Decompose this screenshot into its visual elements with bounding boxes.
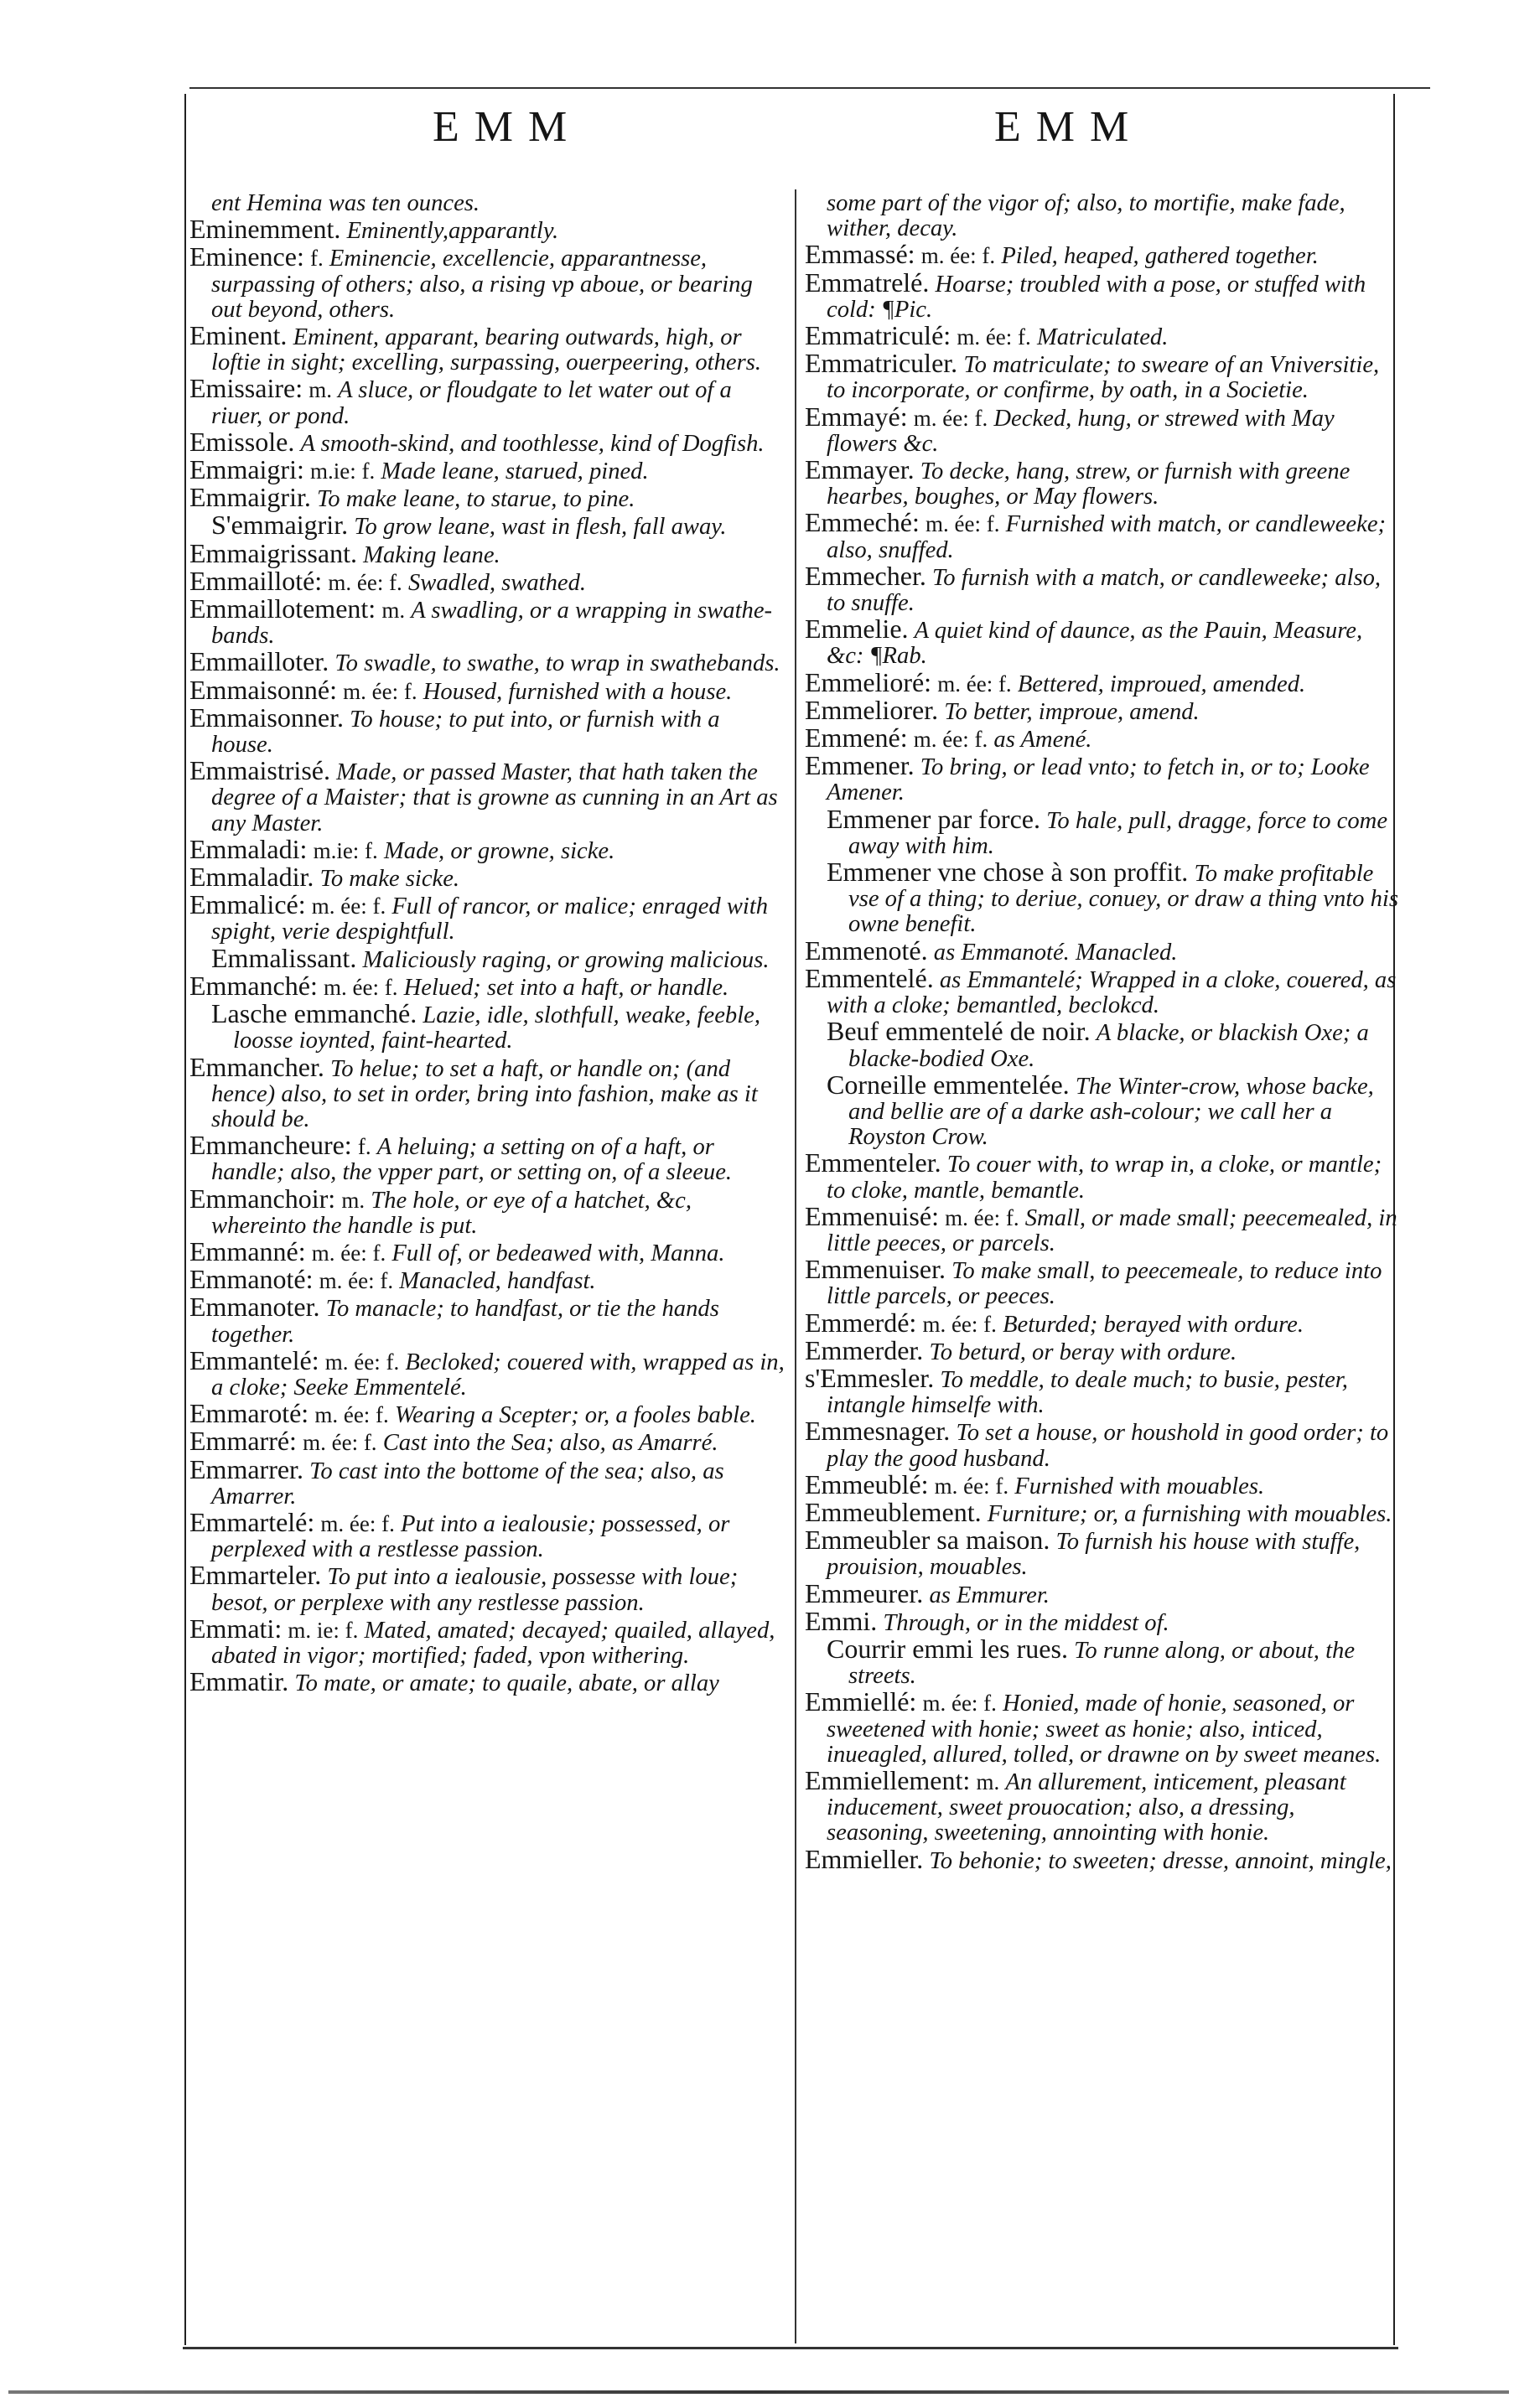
entry-definition: Put into a iealousie; possessed, or perplexed with a restlesse passion. [211, 1510, 730, 1563]
entry-headword: Eminemment. [189, 214, 341, 245]
entry-definition: Bettered, improued, amended. [1017, 671, 1306, 697]
entry-definition: To put into a iealousie, possesse with loue; besot, or perplexe with any restlesse passion. [211, 1564, 739, 1616]
entry-definition: Decked, hung, or strewed with May flowers &c. [827, 405, 1335, 457]
dictionary-entry [805, 1577, 1400, 1608]
entry-headword: Beuf emmentelé de noir. [827, 1016, 1091, 1047]
dictionary-entry [805, 666, 1400, 697]
entry-headword: Emmancher. [189, 1051, 324, 1082]
entry-headword: Emmaladi: [189, 833, 308, 864]
entry-headword: Emmaillotement: [189, 593, 376, 624]
entry-grammar: m. ée: f. [320, 1510, 395, 1536]
entry-definition: To furnish with a match, or candleweeke; also, to snuffe. [827, 564, 1382, 617]
entry-headword: Emmener vne chose à son proffit. [827, 857, 1189, 888]
entry-definition: A smooth-skind, and toothlesse, kind of Dogfish. [300, 430, 765, 457]
entry-definition: The hole, or eye of a hatchet, &c, whereinto the handle is put. [211, 1187, 692, 1239]
dictionary-entry [189, 320, 785, 376]
dictionary-entry [805, 1018, 1400, 1071]
entry-headword: Emmeubler sa maison. [805, 1525, 1050, 1556]
entry-definition: To cast into the bottome of the sea; also, as Amarrer. [211, 1458, 724, 1510]
entry-grammar: m. ée: f. [311, 1240, 386, 1266]
entry-definition: Becloked; couered with, wrapped as in, a cloke; Seeke Emmentelé. [211, 1349, 785, 1401]
entry-headword: Emmartelé: [189, 1506, 315, 1537]
entry-grammar: m. ée: f. [343, 678, 417, 704]
footer-rule [8, 2390, 1509, 2394]
entry-headword: Emmassé: [805, 239, 915, 270]
entry-grammar: m. ée: f. [913, 727, 988, 753]
entry-definition: Full of, or bedeawed with, Manna. [391, 1240, 725, 1266]
entry-definition: Cast into the Sea; also, as Amarré. [382, 1430, 718, 1457]
dictionary-entry [805, 191, 1400, 241]
entry-definition: Furnished with mouables. [1014, 1473, 1265, 1499]
entry-headword: Lasche emmanché. [211, 998, 417, 1029]
entry-grammar: m. ée: f. [925, 511, 1000, 537]
entry-headword: Emmeurer. [805, 1577, 924, 1608]
entry-headword: Emmeublement. [805, 1496, 982, 1527]
entry-definition: An allurement, inticement, pleasant inducement, sweet prouocation; also, a dressing, seasoning, sweetening, annointing with honie. [827, 1768, 1346, 1846]
entry-definition: Hoarse; troubled with a pose, or stuffed with cold: ¶Pic. [827, 271, 1366, 323]
entry-headword: Emmaigri: [189, 454, 304, 485]
entry-headword: Emmerdé: [805, 1307, 917, 1338]
dictionary-entry [805, 560, 1400, 617]
entry-grammar: m. ée: f. [922, 1691, 997, 1717]
entry-headword: Emmeliorer. [805, 694, 939, 725]
entry-definition: Made, or growne, sicke. [383, 837, 615, 864]
dictionary-entry [805, 1256, 1400, 1309]
dictionary-entry [189, 674, 785, 705]
entry-grammar: m. ée: f. [303, 1430, 377, 1456]
entry-headword: Emmatrelé. [805, 267, 930, 298]
dictionary-entry [189, 512, 785, 540]
dictionary-entry [189, 426, 785, 457]
entry-definition: Small, or made small; peecemealed, in little peeces, or parcels. [827, 1204, 1397, 1256]
entry-definition: To furnish his house with stuffe, prouision, mouables. [827, 1529, 1361, 1581]
entry-definition: To behonie; to sweeten; dresse, annoint, mingle, [929, 1847, 1392, 1874]
entry-definition: Lazie, idle, slothfull, weake, feeble, loosse ioynted, faint-hearted. [233, 1002, 760, 1054]
dictionary-entry [805, 1307, 1400, 1338]
dictionary-entry [189, 1666, 785, 1697]
entry-definition: To house; to put into, or furnish with a house. [211, 706, 720, 759]
entry-grammar: m. ée: f. [311, 893, 386, 919]
entry-grammar: m. ée: f. [314, 1402, 389, 1428]
dictionary-entry [189, 1428, 785, 1456]
dictionary-entry [189, 1132, 785, 1185]
dictionary-entry [805, 1069, 1400, 1151]
entry-grammar: f. [357, 1134, 371, 1160]
entry-headword: Emmieller. [805, 1843, 924, 1874]
entry-grammar: m. ée: f. [328, 569, 402, 595]
entry-definition: Full of rancor, or malice; enraged with spight, verie despightfull. [211, 893, 769, 945]
dictionary-entry [805, 1468, 1400, 1499]
entry-headword: Emmaigrir. [189, 482, 311, 513]
left-column [189, 191, 785, 1696]
entry-headword: Emmeublé: [805, 1468, 929, 1499]
entry-grammar: m. ée: f. [937, 671, 1012, 697]
dictionary-entry [189, 241, 785, 323]
entry-headword: Emmantelé: [189, 1344, 319, 1375]
entry-grammar: m. ée: f. [323, 974, 398, 1000]
entry-definition: Piled, heaped, gathered together. [1001, 243, 1319, 270]
dictionary-entry [189, 864, 785, 892]
dictionary-entry [805, 859, 1400, 938]
entry-definition: Wearing a Scepter; or, a fooles bable. [394, 1402, 756, 1429]
entry-grammar: m. ée: f. [913, 405, 988, 431]
entry-definition: To make sicke. [319, 866, 460, 893]
entry-definition: A heluing; a setting on of a haft, or handle; also, the vpper part, or setting on, of a sleeue. [211, 1134, 733, 1186]
entry-headword: Emmaroté: [189, 1398, 309, 1429]
dictionary-entry [189, 646, 785, 677]
dictionary-entry [805, 1147, 1400, 1204]
entry-grammar: m. ée: f. [319, 1268, 394, 1294]
entry-headword: Emmesnager. [805, 1416, 951, 1447]
entry-definition: To make profitable vse of a thing; to deriue, conuey, or draw a thing vnto his owne benefit. [848, 861, 1398, 938]
entry-headword: Emmanché: [189, 970, 318, 1001]
entry-grammar: m. ée: f. [934, 1473, 1009, 1499]
entry-headword: Eminence: [189, 241, 304, 272]
entry-definition: To meddle, to deale much; to busie, pester, intangle himselfe with. [827, 1366, 1348, 1419]
dictionary-entry [805, 1843, 1400, 1874]
entry-grammar: m. ée: f. [324, 1349, 400, 1375]
dictionary-entry [189, 537, 785, 568]
entry-headword: Corneille emmentelée. [827, 1069, 1070, 1100]
dictionary-entry [189, 889, 785, 945]
dictionary-entry [805, 350, 1400, 403]
dictionary-entry [805, 1686, 1400, 1768]
entry-definition: To swadle, to swathe, to wrap in swathebands. [334, 650, 780, 677]
entry-headword: Emmailloter. [189, 646, 329, 677]
dictionary-entry [805, 401, 1400, 457]
entry-headword: Emmayé: [805, 401, 908, 432]
dictionary-entry [805, 1418, 1400, 1471]
entry-headword: Emmalissant. [211, 942, 357, 973]
entry-headword: Emmaisonner. [189, 702, 344, 733]
dictionary-entry [189, 375, 785, 428]
entry-headword: Emmenuisé: [805, 1200, 939, 1231]
entry-grammar: m. [381, 598, 406, 624]
entry-definition: as Emmantelé; Wrapped in a cloke, couered, as with a cloke; bemantled, beclokcd. [827, 966, 1397, 1019]
entry-definition: Beturded; berayed with ordure. [1003, 1311, 1304, 1338]
dictionary-entry [805, 1764, 1400, 1846]
entry-definition: Mated, amated; decayed; quailed, allayed, abated in vigor; mortified; faded, vpon withering. [211, 1617, 775, 1669]
dictionary-entry [805, 1334, 1400, 1365]
column-divider [795, 189, 796, 2343]
dictionary-entry [189, 1294, 785, 1347]
entry-grammar: m. [976, 1768, 1000, 1794]
bottom-rule [183, 2347, 1398, 2349]
entry-definition: Made leane, starued, pined. [381, 458, 649, 485]
dictionary-entry [189, 1562, 785, 1615]
dictionary-entry [805, 1362, 1400, 1419]
entry-definition: A sluce, or floudgate to let water out of a riuer, or pond. [211, 377, 732, 429]
entry-definition: To hale, pull, dragge, force to come away with him. [848, 807, 1388, 859]
dictionary-entry [189, 942, 785, 973]
dictionary-entry [805, 803, 1400, 859]
dictionary-entry [189, 1506, 785, 1563]
dictionary-entry [805, 507, 1400, 563]
entry-headword: Emmarteler. [189, 1560, 322, 1591]
entry-headword: Emmarrer. [189, 1453, 303, 1484]
entry-headword: Emmenteler. [805, 1147, 941, 1178]
entry-grammar: m. [341, 1187, 366, 1213]
entry-definition: Furniture; or, a furnishing with mouables. [987, 1500, 1392, 1527]
entry-grammar: f. [309, 246, 324, 272]
entry-definition: Matriculated. [1036, 324, 1169, 351]
dictionary-entry [805, 962, 1400, 1019]
entry-headword: Emmiellement: [805, 1764, 971, 1795]
entry-headword: Emmenuiser. [805, 1254, 946, 1285]
entry-definition: The Winter-crow, whose backe, and bellie are of a darke ash-colour; we call her a Royston Crow. [848, 1073, 1374, 1151]
entry-definition: To runne along, or about, the streets. [848, 1637, 1356, 1690]
dictionary-entry [189, 970, 785, 1001]
entry-headword: Courrir emmi les rues. [827, 1633, 1068, 1664]
entry-headword: Emissole. [189, 426, 295, 457]
entry-headword: Emmati: [189, 1613, 283, 1644]
dictionary-entry [189, 1266, 785, 1294]
dictionary-entry [189, 191, 785, 216]
entry-headword: Emmarré: [189, 1426, 297, 1457]
running-head-left: EMM [433, 103, 583, 151]
entry-grammar: m. [309, 377, 332, 403]
entry-definition: Swadled, swathed. [407, 569, 587, 596]
entry-definition: To bring, or lead vnto; to fetch in, or to; Looke Amener. [827, 754, 1370, 806]
entry-headword: Emmi. [805, 1605, 878, 1636]
dictionary-entry [189, 702, 785, 759]
dictionary-entry [189, 1183, 785, 1239]
dictionary-entry [189, 833, 785, 864]
entry-definition: some part of the vigor of; also, to mortifie, make fade, wither, decay. [827, 190, 1345, 242]
entry-definition: Manacled, handfast. [399, 1268, 596, 1295]
entry-definition: To better, improue, amend. [944, 698, 1200, 725]
entry-headword: Emmiellé: [805, 1686, 917, 1717]
entry-definition: Made, or passed Master, that hath taken the degree of a Maister; that is growne as cunning in an Art as any Master. [211, 759, 778, 836]
entry-headword: Emmanchoir: [189, 1183, 336, 1214]
entry-headword: Emmener par force. [827, 803, 1040, 834]
entry-headword: Emmanoter. [189, 1292, 320, 1323]
dictionary-entry [189, 755, 785, 836]
entry-headword: Emmelioré: [805, 666, 932, 697]
dictionary-entry [805, 722, 1400, 753]
entry-definition: Helued; set into a haft, or handle. [403, 974, 729, 1001]
entry-definition: To manacle; to handfast, or tie the hands together. [211, 1296, 719, 1348]
entry-definition: To make small, to peecemeale, to reduce into little parcels, or peeces. [827, 1258, 1382, 1310]
right-column [805, 191, 1400, 1874]
dictionary-entry [805, 1496, 1400, 1527]
entry-definition: Eminently,apparantly. [346, 218, 559, 245]
entry-definition: as Amené. [993, 727, 1092, 753]
entry-definition: To mate, or amate; to quaile, abate, or allay [294, 1670, 719, 1697]
entry-headword: Emmenoté. [805, 935, 928, 966]
dictionary-entry [189, 998, 785, 1054]
dictionary-entry [189, 1398, 785, 1429]
entry-definition: Through, or in the middest of. [883, 1609, 1169, 1636]
entry-definition: To make leane, to starue, to pine. [317, 486, 635, 513]
entry-headword: Eminent. [189, 320, 288, 351]
dictionary-entry [805, 935, 1400, 966]
dictionary-entry [805, 694, 1400, 725]
entry-definition: Making leane. [363, 541, 500, 568]
dictionary-entry [189, 565, 785, 596]
entry-grammar: m. ée: f. [945, 1204, 1019, 1230]
entry-definition: To matriculate; to sweare of an Vniversitie, to incorporate, or confirme, by oath, in a Societie. [827, 352, 1380, 404]
entry-definition: ent Hemina was ten ounces. [211, 190, 480, 216]
entry-definition: A swadling, or a wrapping in swathe-bands. [211, 598, 773, 650]
dictionary-entry [805, 616, 1400, 669]
entry-definition: Eminent, apparant, bearing outwards, high, or loftie in sight; excelling, surpassing, ouerpeering, others. [211, 324, 761, 376]
entry-headword: Emmentelé. [805, 962, 934, 993]
entry-definition: A blacke, or blackish Oxe; a blacke-bodied Oxe. [848, 1020, 1369, 1072]
entry-headword: Emmailloté: [189, 565, 323, 596]
entry-grammar: m. ée: f. [957, 324, 1031, 350]
dictionary-entry [805, 1633, 1400, 1690]
entry-headword: Emissaire: [189, 373, 303, 404]
entry-definition: To helue; to set a haft, or handle on; (and hence) also, to set in order, bring into fashion, make as it should be. [211, 1055, 758, 1132]
entry-definition: A quiet kind of daunce, as the Pauin, Measure, &c: ¶Rab. [827, 618, 1363, 670]
entry-definition: Maliciously raging, or growing malicious. [362, 946, 770, 973]
entry-grammar: m.ie: f. [313, 837, 378, 863]
entry-headword: Emmaisonné: [189, 674, 337, 705]
entry-definition: Furnished with match, or candleweeke; also, snuffed. [827, 511, 1387, 563]
dictionary-entry [189, 216, 785, 244]
entry-headword: S'emmaigrir. [211, 510, 349, 541]
entry-headword: Emmatriculer. [805, 348, 958, 379]
entry-definition: To decke, hang, strew, or furnish with greene hearbes, boughes, or May flowers. [827, 458, 1351, 510]
entry-grammar: m. ie: f. [288, 1617, 359, 1643]
entry-headword: Emmener. [805, 750, 915, 781]
entry-definition: To grow leane, wast in flesh, fall away. [354, 514, 727, 541]
entry-headword: Emmatriculé: [805, 320, 951, 351]
dictionary-entry [189, 454, 785, 485]
dictionary-entry [189, 484, 785, 512]
top-rule [189, 87, 1430, 89]
dictionary-entry [805, 1605, 1400, 1636]
dictionary-entry [189, 1235, 785, 1266]
entry-headword: Emmatir. [189, 1666, 289, 1697]
entry-definition: as Emmurer. [929, 1582, 1050, 1608]
entry-definition: Eminencie, excellencie, apparantnesse, surpassing of others; also, a rising vp aboue, or bearing out beyond, others. [211, 246, 753, 323]
entry-headword: Emmalicé: [189, 889, 306, 920]
dictionary-entry [805, 320, 1400, 351]
entry-headword: Emmaladir. [189, 862, 314, 893]
dictionary-entry [805, 267, 1400, 323]
entry-headword: Emmanné: [189, 1235, 306, 1266]
entry-grammar: m.ie: f. [310, 458, 376, 484]
entry-definition: To beturd, or beray with ordure. [929, 1339, 1237, 1365]
entry-headword: Emmelie. [805, 614, 909, 645]
dictionary-entry [189, 1453, 785, 1510]
entry-headword: s'Emmesler. [805, 1362, 935, 1393]
entry-definition: as Emmanoté. Manacled. [933, 939, 1178, 966]
entry-headword: Emmaigrissant. [189, 537, 357, 568]
dictionary-entry [189, 1344, 785, 1401]
dictionary-entry [805, 1200, 1400, 1256]
entry-headword: Emmeché: [805, 507, 920, 538]
dictionary-entry [805, 241, 1400, 269]
entry-headword: Emmecher. [805, 560, 926, 591]
entry-headword: Emmerder. [805, 1334, 924, 1365]
entry-headword: Emmayer. [805, 454, 915, 485]
dictionary-entry [805, 1527, 1400, 1580]
entry-definition: Housed, furnished with a house. [423, 678, 733, 705]
entry-grammar: m. ée: f. [920, 243, 996, 269]
entry-definition: To set a house, or houshold in good order; to play the good husband. [827, 1420, 1389, 1472]
entry-headword: Emmaistrisé. [189, 755, 330, 786]
dictionary-entry [805, 750, 1400, 806]
dictionary-entry [805, 454, 1400, 510]
entry-headword: Emmanoté: [189, 1264, 314, 1295]
entry-grammar: m. ée: f. [922, 1311, 997, 1337]
entry-definition: Honied, made of honie, seasoned, or sweetened with honie; sweet as honie; also, inticed, inueagled, allured, tolled, or drawne on by sweet meanes. [827, 1691, 1382, 1768]
dictionary-entry [189, 1613, 785, 1669]
entry-definition: To couer with, to wrap in, a cloke, or mantle; to cloke, mantle, bemantle. [827, 1152, 1382, 1204]
dictionary-entry [189, 593, 785, 650]
dictionary-entry [189, 1051, 785, 1133]
running-head-right: EMM [994, 103, 1144, 151]
entry-headword: Emmené: [805, 722, 908, 753]
entry-headword: Emmancheure: [189, 1130, 352, 1161]
